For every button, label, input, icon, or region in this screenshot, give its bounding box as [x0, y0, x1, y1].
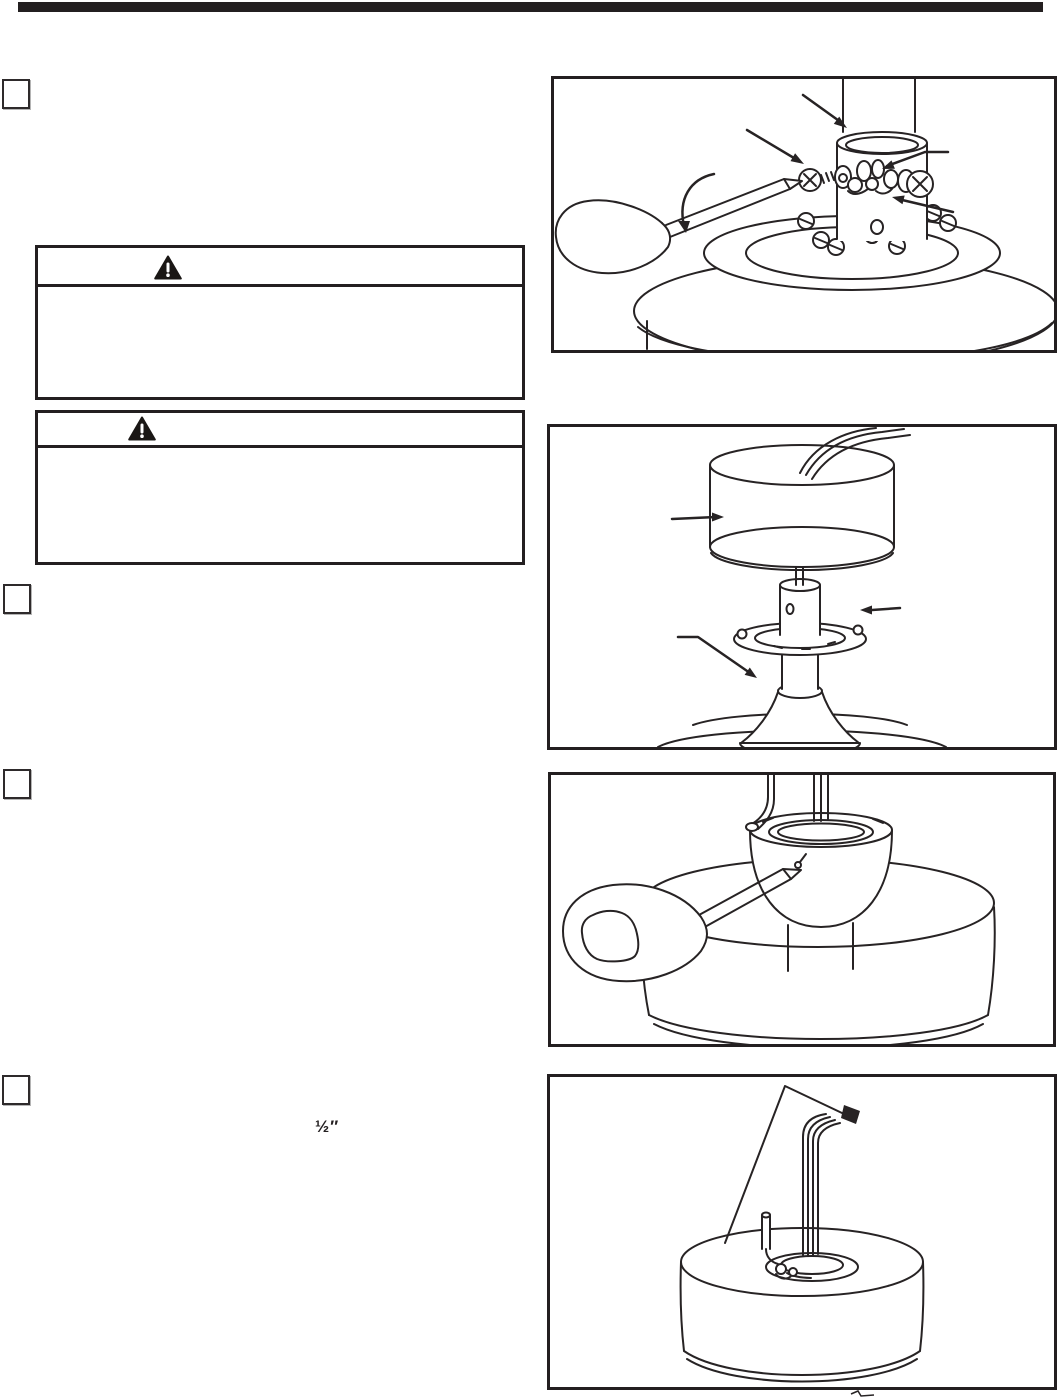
warning-header [38, 248, 522, 287]
step-box-3 [3, 769, 31, 799]
figure-lead-wires-housing [547, 1074, 1057, 1390]
downrod-set-screws-illustration [554, 79, 1054, 350]
warning-box-2 [35, 410, 525, 565]
figure-canopy-trim-ring [547, 424, 1057, 750]
lead-wires-above-housing-illustration [550, 1077, 1054, 1387]
page-bottom-fragment [850, 1390, 876, 1398]
step-box-2 [3, 584, 31, 614]
step-box-4 [2, 1075, 30, 1105]
warning-body [38, 448, 522, 597]
measurement-label: ½″ [315, 1117, 340, 1136]
warning-box-1 [35, 245, 525, 400]
figure-downrod-set-screws [551, 76, 1057, 353]
alert-triangle-icon [154, 255, 182, 280]
step-box-1 [2, 79, 30, 109]
warning-header [38, 413, 522, 448]
figure-hanger-ball-set-screw [548, 772, 1056, 1047]
header-rule [18, 2, 1043, 12]
hanger-ball-set-screw-illustration [551, 775, 1053, 1044]
canopy-and-trim-ring-illustration [550, 427, 1054, 747]
alert-triangle-icon [128, 416, 156, 441]
